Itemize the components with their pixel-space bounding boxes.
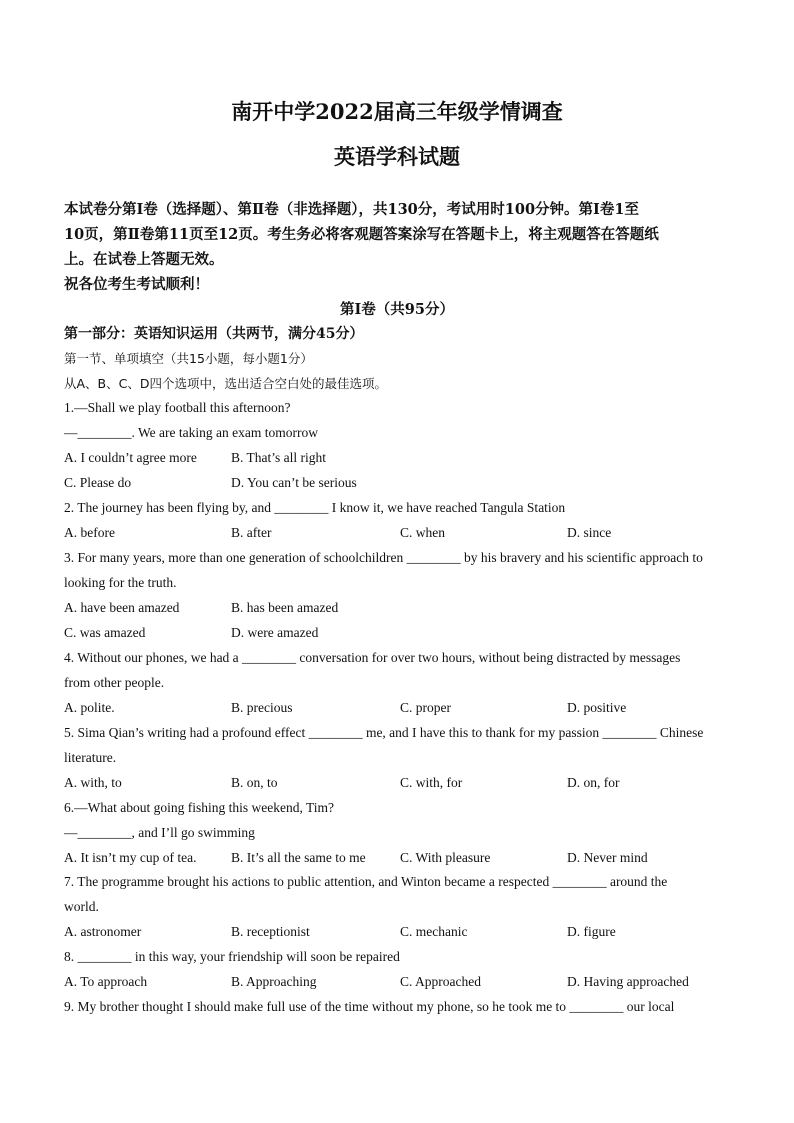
section1-instruction: 从A、B、C、D四个选项中，选出适合空白处的最佳选项。 [64, 376, 387, 391]
option-c: C. when [400, 525, 445, 540]
option-b: B. That’s all right [231, 450, 326, 465]
option-a: A. before [64, 525, 115, 540]
part1-heading: 第一部分：英语知识运用（共两节，满分45分） [64, 326, 364, 342]
option-d: D. were amazed [231, 625, 319, 640]
option-a: A. polite. [64, 700, 115, 715]
question-stem: from other people. [64, 675, 165, 690]
option-c: C. with, for [400, 775, 463, 790]
option-d: D. You can’t be serious [231, 475, 357, 490]
question-stem: 3. For many years, more than one generation of schoolchildren ________ by his bravery and his scientific approach to [64, 550, 703, 565]
option-d: D. figure [567, 924, 616, 939]
question-stem: 8. ________ in this way, your friendship will soon be repaired [64, 949, 400, 964]
option-a: A. To approach [64, 974, 148, 989]
question-stem: 9. My brother thought I should make full use of the time without my phone, so he took me to ________ our local [64, 999, 675, 1014]
exam-title: 南开中学2022届高三年级学情调查 [231, 99, 563, 124]
question-stem: literature. [64, 750, 117, 765]
option-b: B. has been amazed [231, 600, 339, 615]
option-a: A. with, to [64, 775, 122, 790]
option-c: C. was amazed [64, 625, 146, 640]
option-b: B. Approaching [231, 974, 317, 989]
option-d: D. since [567, 525, 612, 540]
instructions-line: 10页，第Ⅱ卷第11页至12页。考生务必将客观题答案涂写在答题卡上，将主观题答在答题纸 [64, 226, 659, 243]
option-c: C. mechanic [400, 924, 468, 939]
option-a: A. It isn’t my cup of tea. [64, 850, 197, 865]
exam-subject: 英语学科试题 [334, 144, 460, 169]
section1-heading: 第一节、单项填空（共15小题，每小题1分） [64, 351, 313, 366]
option-b: B. receptionist [231, 924, 310, 939]
option-b: B. on, to [231, 775, 278, 790]
option-d: D. Having approached [567, 974, 689, 989]
question-stem: —________. We are taking an exam tomorrow [64, 425, 318, 440]
option-c: C. With pleasure [400, 850, 491, 865]
question-stem: 6.—What about going fishing this weekend, Tim? [64, 800, 334, 815]
question-stem: 1.—Shall we play football this afternoon? [64, 400, 291, 415]
option-d: D. on, for [567, 775, 620, 790]
option-c: C. Please do [64, 475, 132, 490]
option-b: B. after [231, 525, 272, 540]
question-stem: —________, and I’ll go swimming [64, 825, 255, 840]
question-stem: 5. Sima Qian’s writing had a profound effect ________ me, and I have this to thank for my passion ________ Chinese [64, 725, 704, 740]
option-c: C. proper [400, 700, 451, 715]
option-b: B. precious [231, 700, 293, 715]
question-stem: 7. The programme brought his actions to public attention, and Winton became a respected ________ around the [64, 874, 668, 889]
question-stem: world. [64, 899, 99, 914]
question-stem: looking for the truth. [64, 575, 177, 590]
option-a: A. I couldn’t agree more [64, 450, 197, 465]
option-a: A. astronomer [64, 924, 142, 939]
instructions-line: 上。在试卷上答题无效。 [64, 251, 224, 268]
option-d: D. positive [567, 700, 627, 715]
instructions-line: 本试卷分第Ⅰ卷（选择题）、第Ⅱ卷（非选择题），共130分，考试用时100分钟。第Ⅰ卷1至 [64, 201, 639, 218]
option-b: B. It’s all the same to me [231, 850, 366, 865]
option-c: C. Approached [400, 974, 481, 989]
question-stem: 2. The journey has been flying by, and ________ I know it, we have reached Tangula Station [64, 500, 566, 515]
good-luck-line: 祝各位考生考试顺利！ [64, 276, 209, 293]
option-a: A. have been amazed [64, 600, 180, 615]
volume-heading: 第Ⅰ卷（共95分） [340, 301, 454, 318]
question-stem: 4. Without our phones, we had a ________ conversation for over two hours, without being distracted by messages [64, 650, 681, 665]
option-d: D. Never mind [567, 850, 648, 865]
exam-instructions [64, 197, 734, 297]
